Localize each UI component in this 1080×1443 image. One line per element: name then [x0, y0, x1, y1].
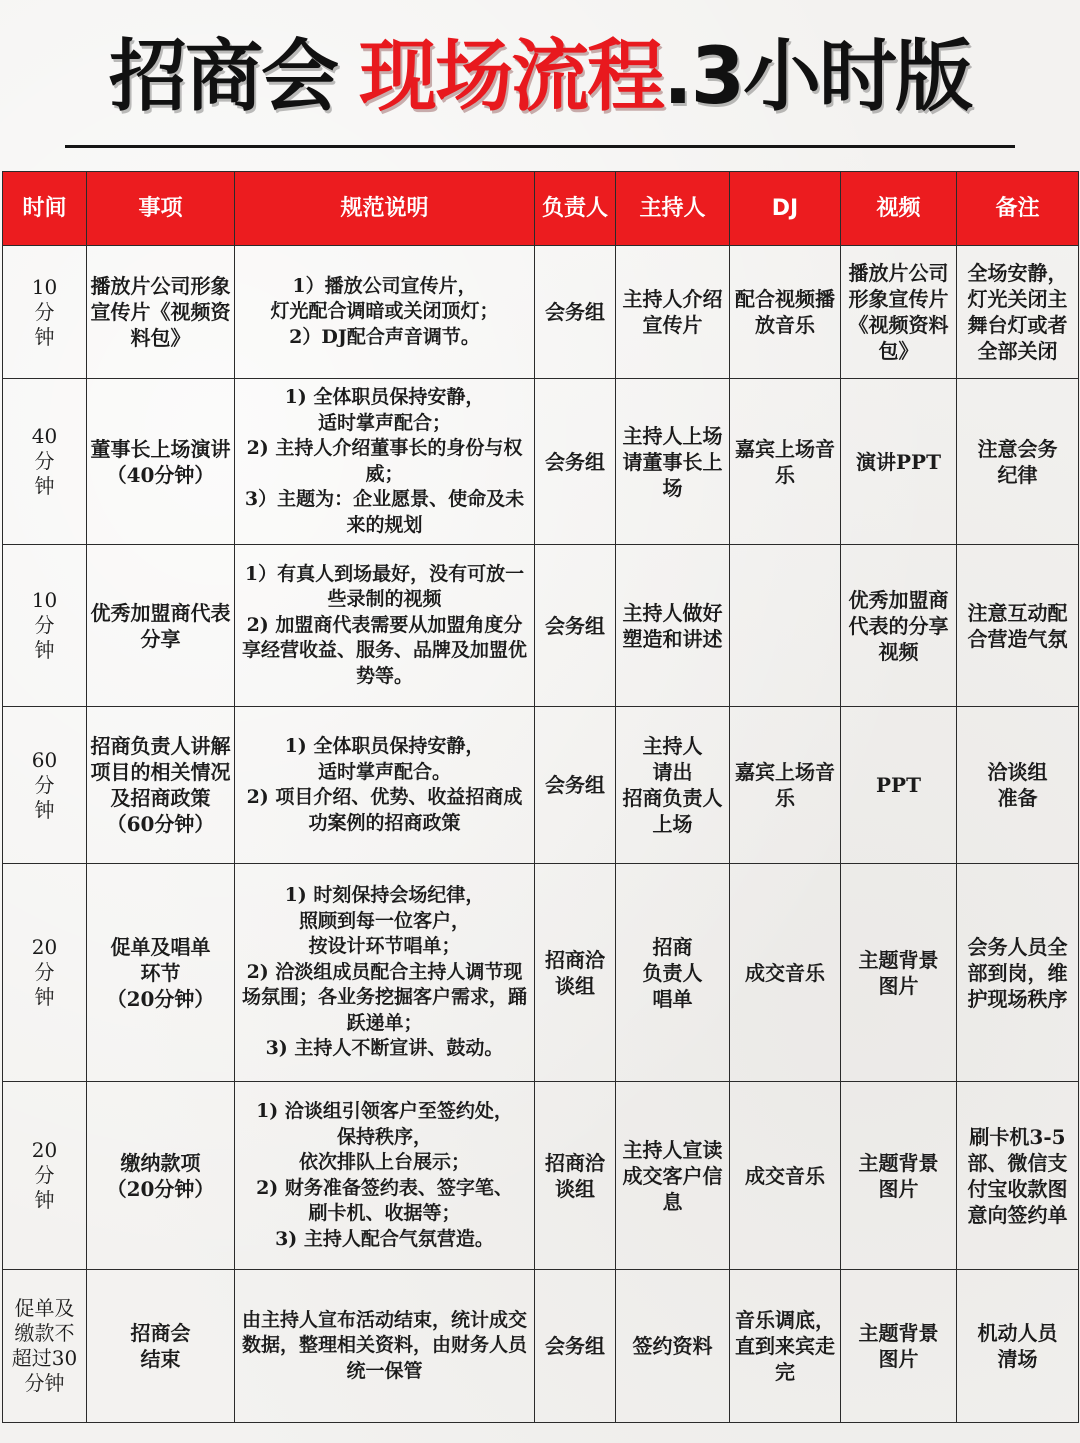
header-item: 事项 [87, 172, 235, 246]
schedule-table [2, 171, 1079, 1423]
cell-video: 优秀加盟商代表的分享视频 [841, 545, 957, 707]
header-description: 规范说明 [235, 172, 535, 246]
table-row [3, 379, 1079, 545]
header-video: 视频 [841, 172, 957, 246]
cell-host: 主持人介绍宣传片 [616, 246, 730, 379]
header-owner: 负责人 [535, 172, 616, 246]
header-host: 主持人 [616, 172, 730, 246]
cell-owner: 会务组 [535, 246, 616, 379]
cell-host: 主持人做好塑造和讲述 [616, 545, 730, 707]
cell-owner: 会务组 [535, 1270, 616, 1423]
cell-item: 播放片公司形象宣传片《视频资料包》 [87, 246, 235, 379]
cell-notes: 全场安静，灯光关闭主舞台灯或者全部关闭 [957, 246, 1079, 379]
cell-video: 演讲PPT [841, 379, 957, 545]
title-part-process: 现场流程 [359, 32, 664, 122]
table-row [3, 707, 1079, 864]
table-row [3, 246, 1079, 379]
cell-host: 主持人宣读成交客户信息 [616, 1082, 730, 1270]
cell-item: 缴纳款项 （20分钟） [87, 1082, 235, 1270]
header-notes: 备注 [957, 172, 1079, 246]
cell-dj: 成交音乐 [730, 1082, 841, 1270]
cell-description: 由主持人宣布活动结束，统计成交数据，整理相关资料，由财务人员统一保管 [235, 1270, 535, 1423]
cell-item: 招商负责人讲解项目的相关情况及招商政策 （60分钟） [87, 707, 235, 864]
cell-dj: 音乐调底，直到来宾走完 [730, 1270, 841, 1423]
cell-host: 签约资料 [616, 1270, 730, 1423]
cell-dj: 配合视频播放音乐 [730, 246, 841, 379]
cell-item: 董事长上场演讲 （40分钟） [87, 379, 235, 545]
cell-owner: 招商洽 谈组 [535, 864, 616, 1082]
cell-description: 1) 洽谈组引领客户至签约处， 保持秩序， 依次排队上台展示； 2) 财务准备签约表、签字笔、 刷卡机、收据等； 3) 主持人配合气氛营造。 [235, 1082, 535, 1270]
cell-time: 10 分 钟 [3, 246, 87, 379]
cell-owner: 会务组 [535, 545, 616, 707]
cell-video: 主题背景 图片 [841, 1270, 957, 1423]
table-row [3, 864, 1079, 1082]
cell-time: 促单及缴款不超过30分钟 [3, 1270, 87, 1423]
table-row [3, 1082, 1079, 1270]
cell-dj [730, 545, 841, 707]
cell-video: 主题背景 图片 [841, 1082, 957, 1270]
table-header-row [3, 172, 1079, 246]
cell-time: 40 分 钟 [3, 379, 87, 545]
cell-notes: 注意会务 纪律 [957, 379, 1079, 545]
cell-description: 1）播放公司宣传片， 灯光配合调暗或关闭顶灯； 2）DJ配合声音调节。 [235, 246, 535, 379]
cell-host: 招商 负责人 唱单 [616, 864, 730, 1082]
cell-video: 主题背景 图片 [841, 864, 957, 1082]
cell-description: 1）有真人到场最好，没有可放一些录制的视频 2) 加盟商代表需要从加盟角度分享经营收益、服务、品牌及加盟优势等。 [235, 545, 535, 707]
cell-item: 招商会 结束 [87, 1270, 235, 1423]
cell-item: 优秀加盟商代表分享 [87, 545, 235, 707]
title-underline [65, 145, 1015, 148]
cell-dj: 嘉宾上场音乐 [730, 707, 841, 864]
cell-time: 60 分 钟 [3, 707, 87, 864]
cell-notes: 洽谈组 准备 [957, 707, 1079, 864]
title-part-event: 招商会 [109, 32, 338, 122]
cell-host: 主持人上场请董事长上场 [616, 379, 730, 545]
page-title [0, 22, 1080, 132]
cell-dj: 成交音乐 [730, 864, 841, 1082]
cell-owner: 会务组 [535, 379, 616, 545]
cell-owner: 招商洽 谈组 [535, 1082, 616, 1270]
cell-owner: 会务组 [535, 707, 616, 864]
table-row [3, 1270, 1079, 1423]
cell-time: 20 分 钟 [3, 864, 87, 1082]
cell-video: 播放片公司形象宣传片《视频资料包》 [841, 246, 957, 379]
header-time: 时间 [3, 172, 87, 246]
table-row [3, 545, 1079, 707]
cell-description: 1) 全体职员保持安静， 适时掌声配合； 2) 主持人介绍董事长的身份与权威； 3）主题为：企业愿景、使命及未来的规划 [235, 379, 535, 545]
cell-description: 1) 全体职员保持安静， 适时掌声配合。 2) 项目介绍、优势、收益招商成功案例的招商政策 [235, 707, 535, 864]
cell-host: 主持人 请出 招商负责人 上场 [616, 707, 730, 864]
cell-time: 10 分 钟 [3, 545, 87, 707]
cell-time: 20 分 钟 [3, 1082, 87, 1270]
header-dj: DJ [730, 172, 841, 246]
cell-description: 1) 时刻保持会场纪律， 照顾到每一位客户， 按设计环节唱单； 2) 洽淡组成员配合主持人调节现场氛围；各业务挖掘客户需求，踊跃递单； 3) 主持人不断宣讲、鼓动。 [235, 864, 535, 1082]
cell-notes: 注意互动配合营造气氛 [957, 545, 1079, 707]
cell-item: 促单及唱单 环节 （20分钟） [87, 864, 235, 1082]
cell-dj: 嘉宾上场音乐 [730, 379, 841, 545]
cell-notes: 机动人员 清场 [957, 1270, 1079, 1423]
cell-notes: 刷卡机3-5部、微信支付宝收款图意向签约单 [957, 1082, 1079, 1270]
title-part-version: .3小时版 [663, 32, 971, 122]
cell-video: PPT [841, 707, 957, 864]
cell-notes: 会务人员全部到岗，维护现场秩序 [957, 864, 1079, 1082]
